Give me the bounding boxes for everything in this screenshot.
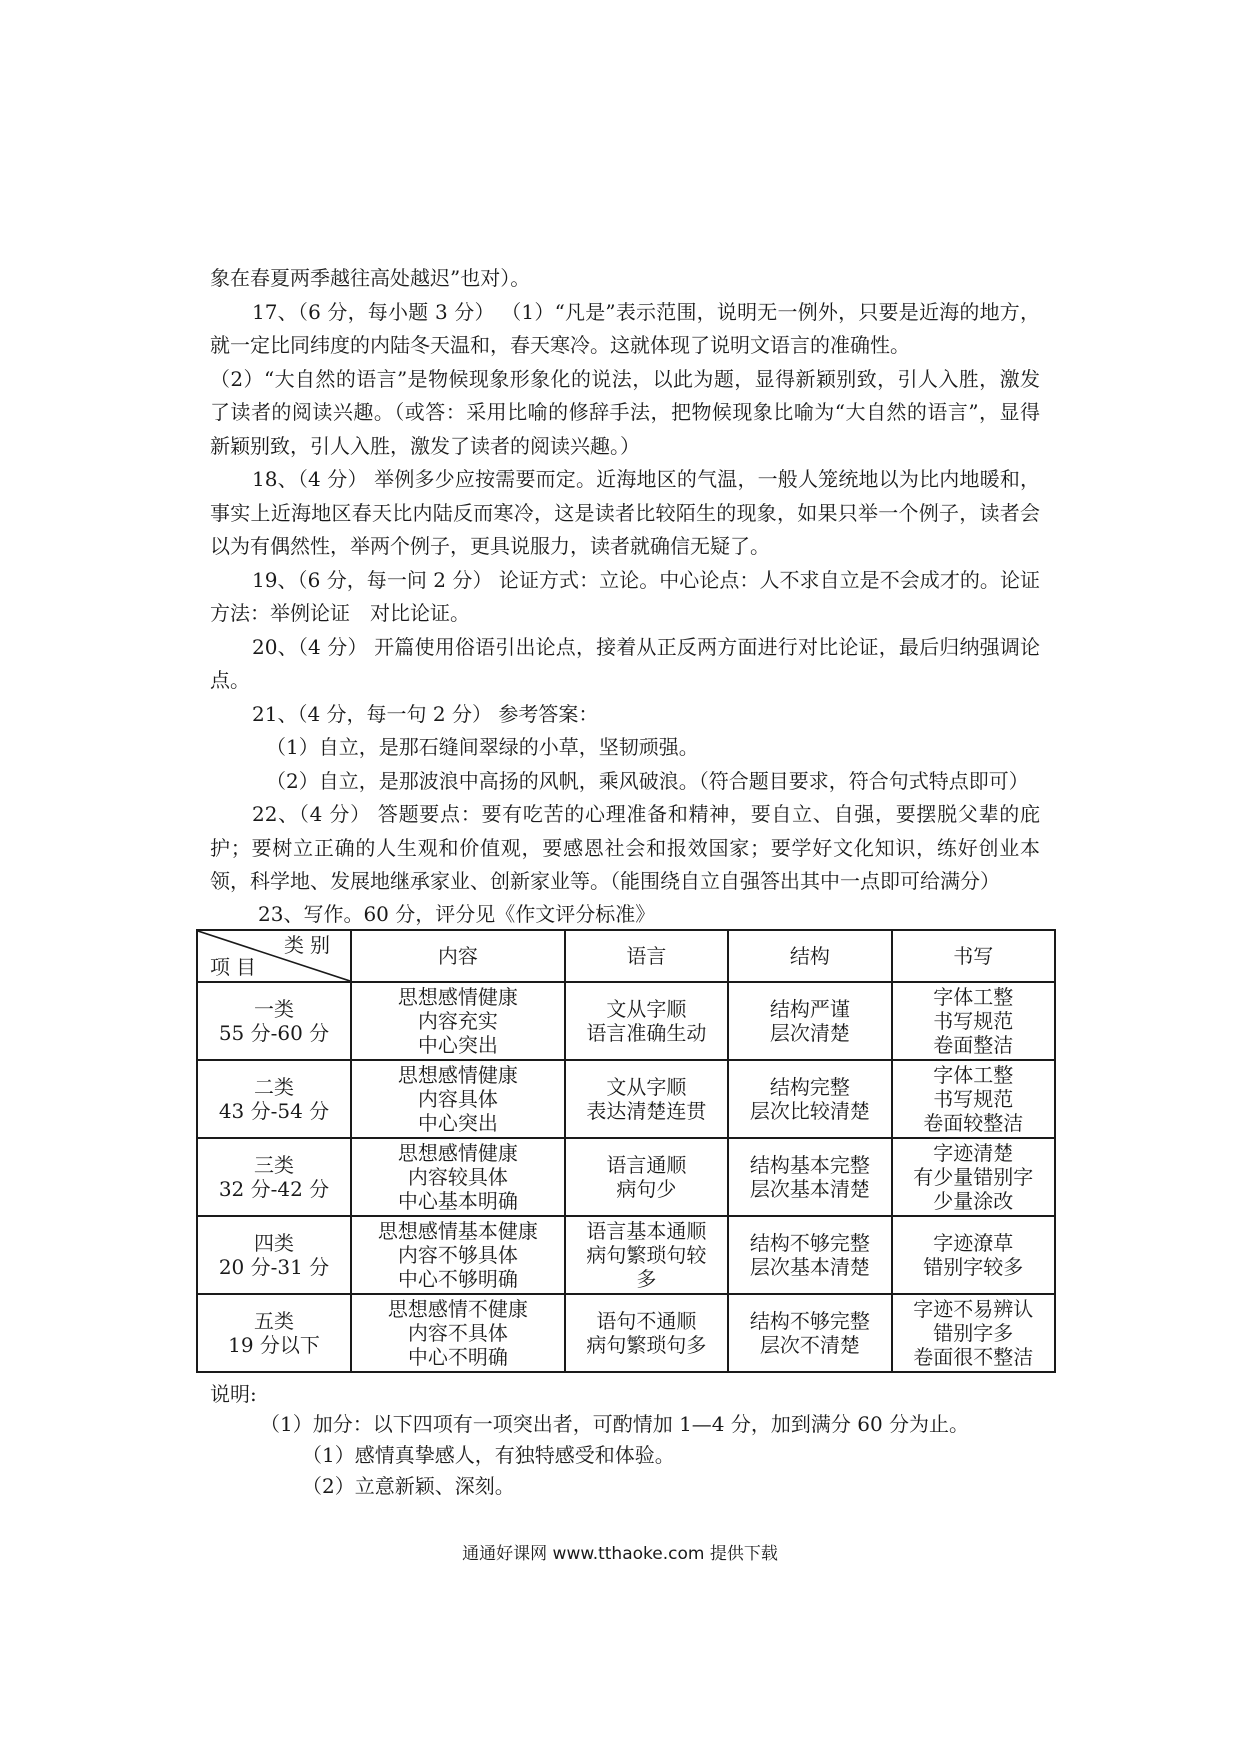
criteria-line: 卷面整洁 bbox=[933, 1032, 1014, 1057]
grade-cell bbox=[197, 1060, 351, 1138]
criteria-line: 字迹不易辨认 bbox=[913, 1296, 1034, 1321]
criteria-cell-content bbox=[351, 1294, 565, 1372]
criteria-line: 思想感情健康 bbox=[397, 984, 518, 1009]
answer-18: 18、（4 分） 举例多少应按需要而定。近海地区的气温，一般人笼统地以为比内地暖和，事实上近海地区春天比内陆反而寒冷，这是读者比较陌生的现象，如果只举一个例子，读者会以为有偶然性，举两个例子，更具说服力，读者就确信无疑了。 bbox=[210, 467, 1040, 558]
answer-content bbox=[210, 262, 1040, 1502]
criteria-line: 内容具体 bbox=[417, 1086, 498, 1111]
header-structure: 结构 bbox=[728, 930, 891, 982]
criteria-line: 思想感情健康 bbox=[397, 1062, 518, 1087]
criteria-cell-writing bbox=[892, 1216, 1055, 1294]
grade-label: 三类 bbox=[254, 1152, 294, 1177]
grade-label: 二类 bbox=[254, 1074, 294, 1099]
criteria-line: 错别字多 bbox=[933, 1320, 1014, 1345]
criteria-line: 内容不具体 bbox=[407, 1320, 508, 1345]
criteria-cell-language bbox=[565, 1294, 728, 1372]
answer-21-header: 21、（4 分，每一句 2 分） 参考答案： bbox=[252, 701, 599, 726]
criteria-cell-language bbox=[565, 1216, 728, 1294]
criteria-line: 病句少 bbox=[616, 1176, 677, 1201]
criteria-cell-language bbox=[565, 1138, 728, 1216]
criteria-line: 文从字顺 bbox=[606, 1074, 687, 1099]
table-row bbox=[197, 1294, 1055, 1372]
answer-22: 22、（4 分） 答题要点：要有吃苦的心理准备和精神，要自立、自强，要摆脱父辈的庇护；要树立正确的人生观和价值观，要感恩社会和报效国家；要学好文化知识，练好创业本领，科学地、发展地继承家业、创新家业等。（能围绕自立自强答出其中一点即可给满分） bbox=[210, 802, 1040, 893]
grade-score-range: 20 分-31 分 bbox=[218, 1254, 330, 1279]
criteria-line: 中心突出 bbox=[417, 1032, 498, 1057]
criteria-cell-content bbox=[351, 1216, 565, 1294]
criteria-line: 书写规范 bbox=[933, 1086, 1014, 1111]
notes-item-1: （1）感情真挚感人，有独特感受和体验。 bbox=[302, 1442, 675, 1467]
grade-label: 一类 bbox=[254, 996, 294, 1021]
criteria-line: 卷面较整洁 bbox=[923, 1110, 1024, 1135]
criteria-line: 内容不够具体 bbox=[397, 1242, 518, 1267]
page-footer: 通通好课网 www.tthaoke.com 提供下载 bbox=[462, 1544, 778, 1564]
criteria-cell-writing bbox=[892, 1294, 1055, 1372]
answer-19: 19、（6 分，每一问 2 分） 论证方式：立论。中心论点：人不求自立是不会成才的。论证方法：举例论证 对比论证。 bbox=[210, 567, 1040, 625]
grade-score-range: 43 分-54 分 bbox=[218, 1098, 330, 1123]
table-row bbox=[197, 1060, 1055, 1138]
table-row bbox=[197, 982, 1055, 1060]
grade-label: 五类 bbox=[254, 1308, 294, 1333]
criteria-cell-language bbox=[565, 1060, 728, 1138]
criteria-line: 结构严谨 bbox=[769, 996, 850, 1021]
criteria-line: 语言通顺 bbox=[606, 1152, 687, 1177]
header-language: 语言 bbox=[565, 930, 728, 982]
criteria-line: 内容较具体 bbox=[407, 1164, 508, 1189]
paragraph-16-end: 象在春夏两季越往高处越迟”也对）。 bbox=[210, 266, 531, 290]
criteria-cell-writing bbox=[892, 1138, 1055, 1216]
grade-score-range: 32 分-42 分 bbox=[218, 1176, 330, 1201]
table-row bbox=[197, 1138, 1055, 1216]
corner-label-item: 项目 bbox=[210, 954, 262, 979]
criteria-cell-content bbox=[351, 1060, 565, 1138]
table-header-row bbox=[197, 930, 1055, 982]
notes-item-2: （2）立意新颖、深刻。 bbox=[302, 1473, 515, 1498]
criteria-line: 层次基本清楚 bbox=[749, 1254, 870, 1279]
criteria-cell-language bbox=[565, 982, 728, 1060]
criteria-line: 字体工整 bbox=[933, 1062, 1014, 1087]
grade-score-range: 55 分-60 分 bbox=[218, 1020, 330, 1045]
criteria-cell-content bbox=[351, 982, 565, 1060]
criteria-line: 结构不够完整 bbox=[749, 1230, 870, 1255]
criteria-line: 书写规范 bbox=[933, 1008, 1014, 1033]
criteria-cell-structure bbox=[728, 1294, 891, 1372]
criteria-line: 语言准确生动 bbox=[586, 1020, 707, 1045]
answer-20: 20、（4 分） 开篇使用俗语引出论点，接着从正反两方面进行对比论证，最后归纳强调论点。 bbox=[210, 634, 1040, 692]
header-writing: 书写 bbox=[892, 930, 1055, 982]
criteria-line: 卷面很不整洁 bbox=[913, 1344, 1034, 1369]
criteria-line: 结构基本完整 bbox=[749, 1152, 870, 1177]
criteria-line: 结构不够完整 bbox=[749, 1308, 870, 1333]
table-corner-cell bbox=[197, 930, 351, 982]
criteria-line: 思想感情基本健康 bbox=[377, 1218, 538, 1243]
criteria-cell-structure bbox=[728, 1138, 891, 1216]
criteria-line: 中心突出 bbox=[417, 1110, 498, 1135]
criteria-line: 病句繁琐句多 bbox=[586, 1332, 707, 1357]
criteria-line: 思想感情健康 bbox=[397, 1140, 518, 1165]
essay-grading-table bbox=[196, 929, 1056, 1373]
criteria-line: 语言基本通顺 bbox=[586, 1218, 707, 1243]
criteria-cell-structure bbox=[728, 1060, 891, 1138]
criteria-line: 层次不清楚 bbox=[759, 1332, 860, 1357]
criteria-line: 中心不明确 bbox=[407, 1344, 508, 1369]
table-row bbox=[197, 1216, 1055, 1294]
criteria-line: 语句不通顺 bbox=[596, 1308, 697, 1333]
criteria-line: 字迹清楚 bbox=[933, 1140, 1014, 1165]
notes-bonus: （1）加分：以下四项有一项突出者，可酌情加 1—4 分，加到满分 60 分为止。 bbox=[260, 1411, 970, 1436]
answer-21-sentence-1: （1）自立，是那石缝间翠绿的小草，坚韧顽强。 bbox=[266, 735, 699, 759]
criteria-line: 中心不够明确 bbox=[397, 1266, 518, 1291]
answer-21-sentence-2: （2）自立，是那波浪中高扬的风帆，乘风破浪。（符合题目要求，符合句式特点即可） bbox=[266, 768, 1029, 793]
grade-cell bbox=[197, 982, 351, 1060]
answer-17-part2: （2）“大自然的语言”是物候现象形象化的说法，以此为题，显得新颖别致，引人入胜，激发了读者的阅读兴趣。（或答：采用比喻的修辞手法，把物候现象比喻为“大自然的语言”，显得新颖别致，引人入胜，激发了读者的阅读兴趣。） bbox=[210, 366, 1040, 458]
criteria-line: 层次比较清楚 bbox=[749, 1098, 870, 1123]
criteria-line: 中心基本明确 bbox=[397, 1188, 518, 1213]
answer-23-title: 23、写作。60 分，评分见《作文评分标准》 bbox=[258, 901, 656, 926]
criteria-cell-writing bbox=[892, 982, 1055, 1060]
criteria-line: 多 bbox=[636, 1266, 657, 1291]
criteria-cell-structure bbox=[728, 982, 891, 1060]
criteria-cell-writing bbox=[892, 1060, 1055, 1138]
criteria-line: 少量涂改 bbox=[933, 1188, 1014, 1213]
criteria-line: 文从字顺 bbox=[606, 996, 687, 1021]
grade-cell bbox=[197, 1294, 351, 1372]
grade-cell bbox=[197, 1138, 351, 1216]
criteria-line: 层次基本清楚 bbox=[749, 1176, 870, 1201]
criteria-line: 表达清楚连贯 bbox=[586, 1098, 707, 1123]
grade-score-range: 19 分以下 bbox=[228, 1332, 320, 1357]
criteria-cell-content bbox=[351, 1138, 565, 1216]
criteria-line: 内容充实 bbox=[417, 1008, 498, 1033]
criteria-line: 层次清楚 bbox=[769, 1020, 850, 1045]
criteria-line: 错别字较多 bbox=[923, 1254, 1024, 1279]
criteria-line: 结构完整 bbox=[769, 1074, 850, 1099]
answer-17-part1: 17、（6 分，每小题 3 分） （1）“凡是”表示范围，说明无一例外，只要是近海的地方，就一定比同纬度的内陆冬天温和，春天寒冷。这就体现了说明文语言的准确性。 bbox=[210, 299, 1040, 357]
criteria-cell-structure bbox=[728, 1216, 891, 1294]
criteria-line: 字迹潦草 bbox=[933, 1230, 1014, 1255]
criteria-line: 有少量错别字 bbox=[913, 1164, 1034, 1189]
corner-label-category: 类别 bbox=[284, 932, 336, 957]
notes-label: 说明: bbox=[210, 1381, 257, 1406]
header-content: 内容 bbox=[351, 930, 565, 982]
criteria-line: 病句繁琐句较 bbox=[586, 1242, 707, 1267]
grade-cell bbox=[197, 1216, 351, 1294]
criteria-line: 字体工整 bbox=[933, 984, 1014, 1009]
criteria-line: 思想感情不健康 bbox=[387, 1296, 528, 1321]
grade-label: 四类 bbox=[254, 1230, 294, 1255]
